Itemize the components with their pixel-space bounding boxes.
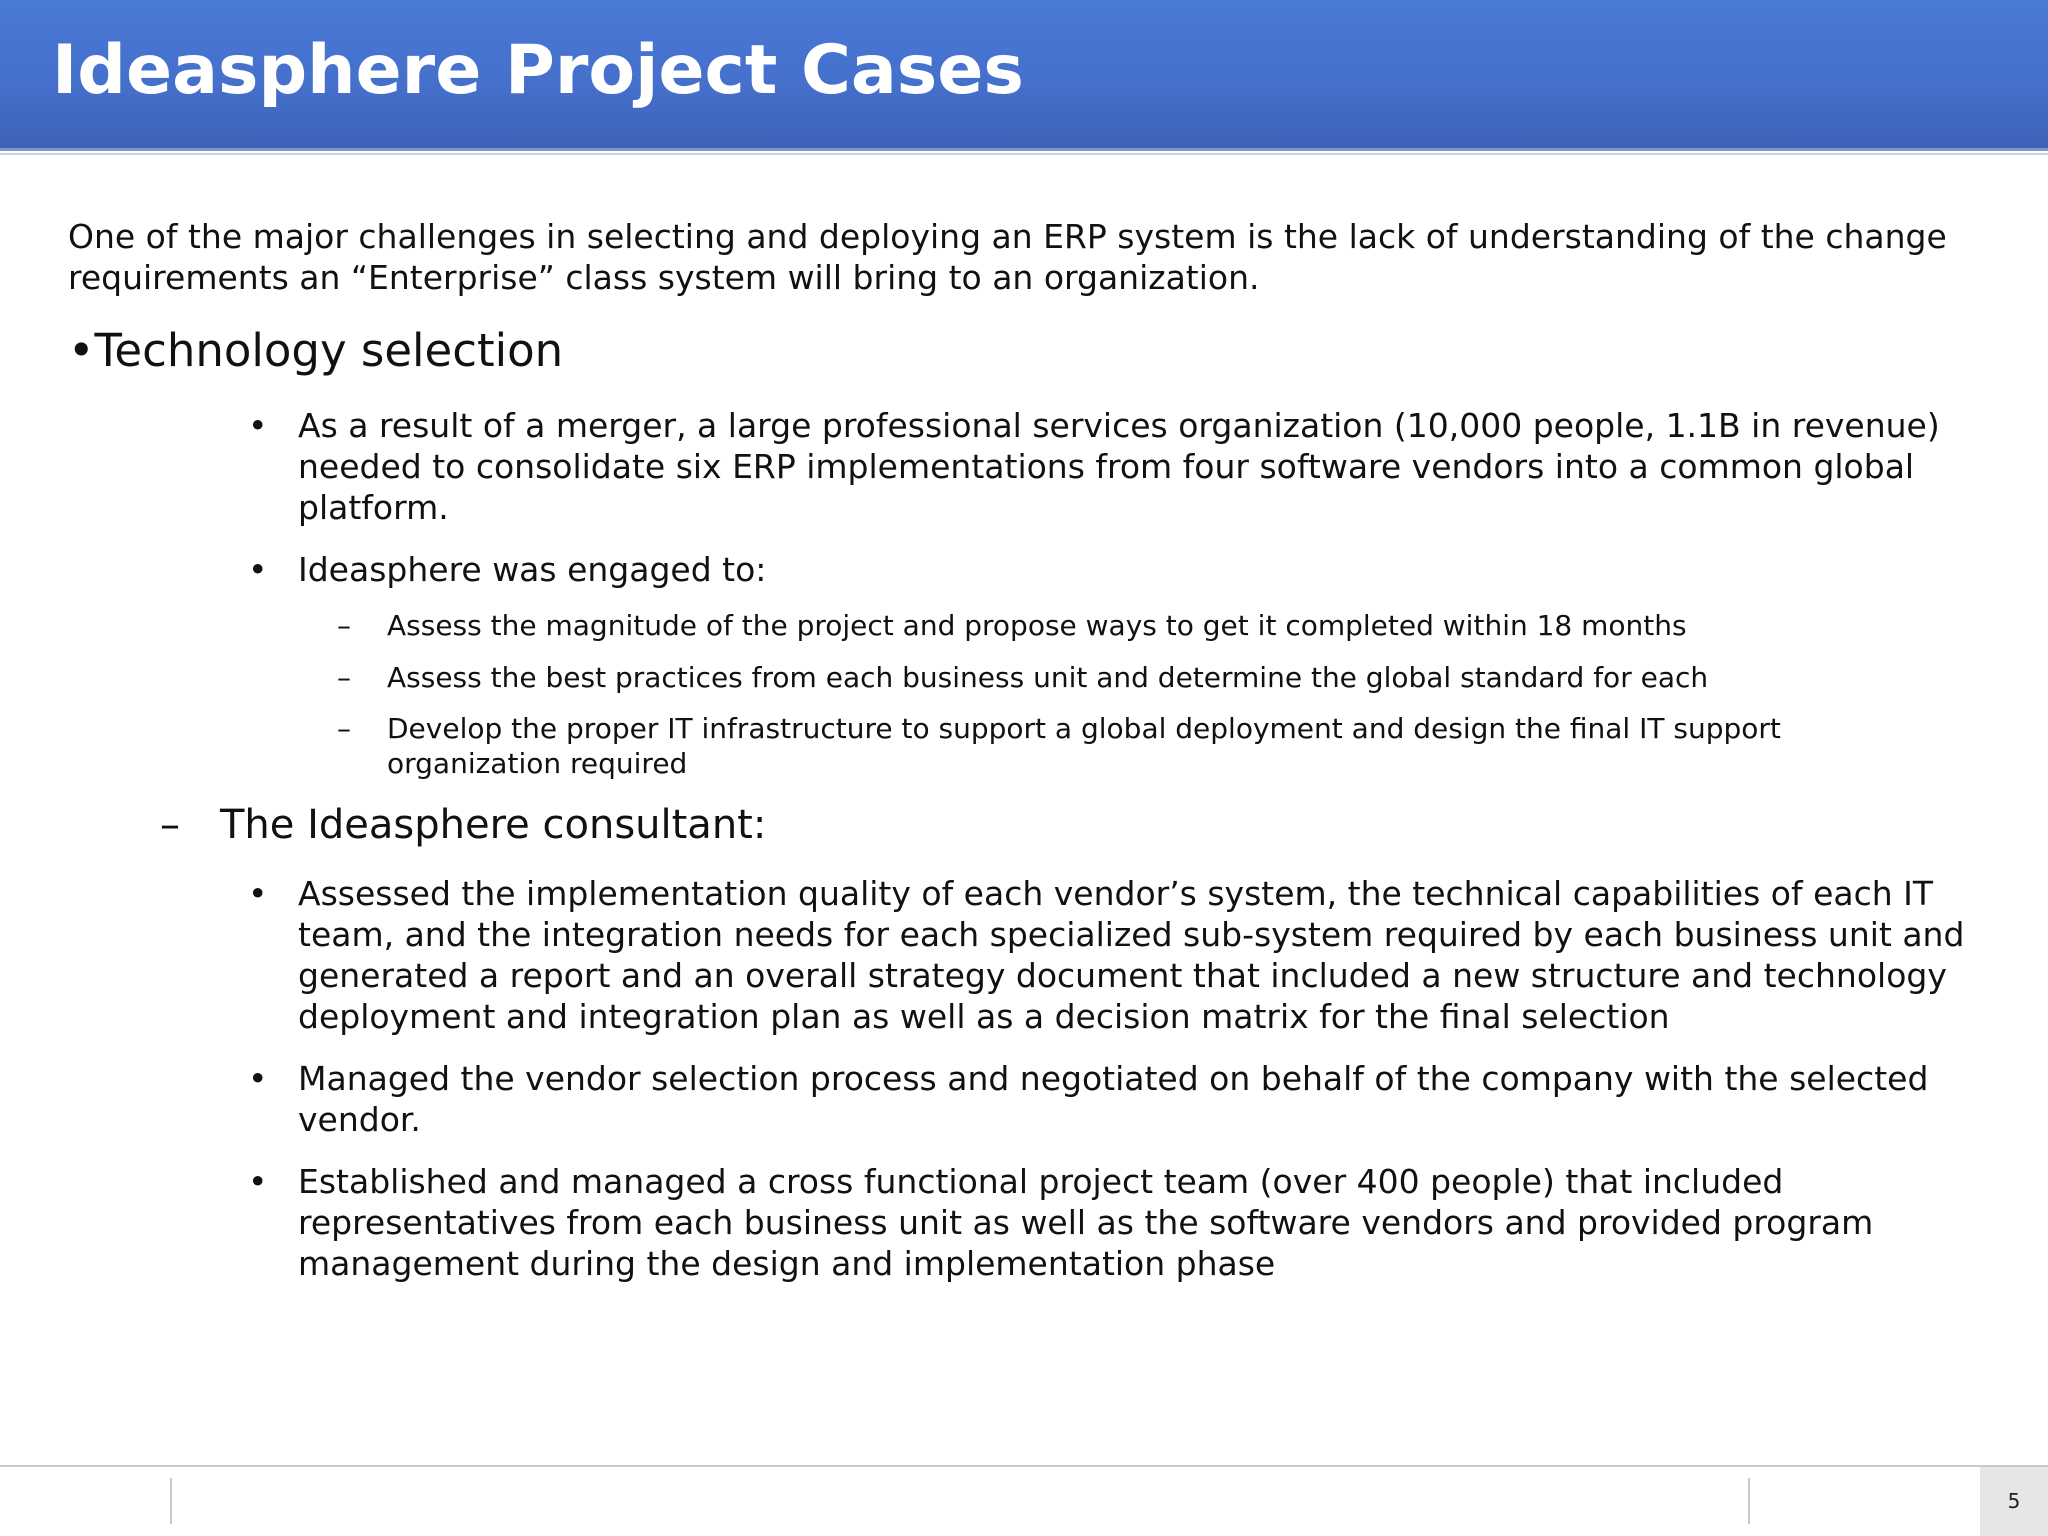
bullet-marker: • — [248, 874, 268, 913]
bullet-marker: • — [248, 406, 268, 445]
bullet-marker: • — [248, 550, 268, 589]
list-item — [248, 1058, 1978, 1140]
bullet-marker: • — [248, 1059, 268, 1098]
list-item — [248, 873, 1978, 1037]
page-number-box — [1980, 1467, 2048, 1536]
consultant-heading — [160, 800, 766, 850]
sub-list-item — [337, 711, 1887, 781]
sub-list-item-text: Assess the magnitude of the project and propose ways to get it completed within 18 months — [387, 609, 1687, 642]
footer-separator-left — [170, 1478, 172, 1524]
list-item — [248, 549, 1978, 590]
dash-marker: – — [160, 802, 180, 848]
slide-title: Ideasphere Project Cases — [52, 31, 1024, 110]
sub-list-item-text: Develop the proper IT infrastructure to support a global deployment and design the final IT support organization required — [387, 712, 1781, 780]
list-item — [248, 1161, 1978, 1284]
title-underline-light — [0, 153, 2048, 155]
footer-separator-right — [1748, 1478, 1750, 1524]
sub-list-item-text: Assess the best practices from each business unit and determine the global standard for each — [387, 661, 1709, 694]
section-technology-selection — [68, 323, 563, 379]
list-item — [248, 405, 1978, 528]
list-item-text: Ideasphere was engaged to: — [298, 550, 767, 589]
page-number: 5 — [2007, 1489, 2021, 1513]
sub-list-item — [337, 660, 1887, 695]
section-bullet: • — [68, 324, 95, 377]
dash-marker: – — [337, 609, 351, 642]
consultant-heading-text: The Ideasphere consultant: — [220, 802, 767, 848]
list-item-text: Established and managed a cross functional project team (over 400 people) that included representatives from each business unit as well as the software vendors and provided program management during the design and implementation phase — [298, 1162, 1874, 1283]
dash-marker: – — [337, 661, 351, 694]
bullet-marker: • — [248, 1162, 268, 1201]
section-heading: Technology selection — [94, 324, 564, 377]
list-item-text: Managed the vendor selection process and negotiated on behalf of the company with the selected vendor. — [298, 1059, 1929, 1139]
sub-list-item — [337, 608, 1887, 643]
title-underline — [0, 148, 2048, 151]
footer-divider — [0, 1465, 2048, 1467]
list-item-text: Assessed the implementation quality of each vendor’s system, the technical capabilities of each IT team, and the integration needs for each specialized sub-system required by each business unit and generated a report and an overall strategy document that included a new structure and technology deployment and integration plan as well as a decision matrix for the final selection — [298, 874, 1965, 1036]
intro-paragraph: One of the major challenges in selecting and deploying an ERP system is the lack of understanding of the change requirements an “Enterprise” class system will bring to an organization. — [68, 217, 1947, 297]
list-item-text: As a result of a merger, a large professional services organization (10,000 people, 1.1B in revenue) needed to consolidate six ERP implementations from four software vendors into a common global platform. — [298, 406, 1940, 527]
dash-marker: – — [337, 712, 351, 745]
